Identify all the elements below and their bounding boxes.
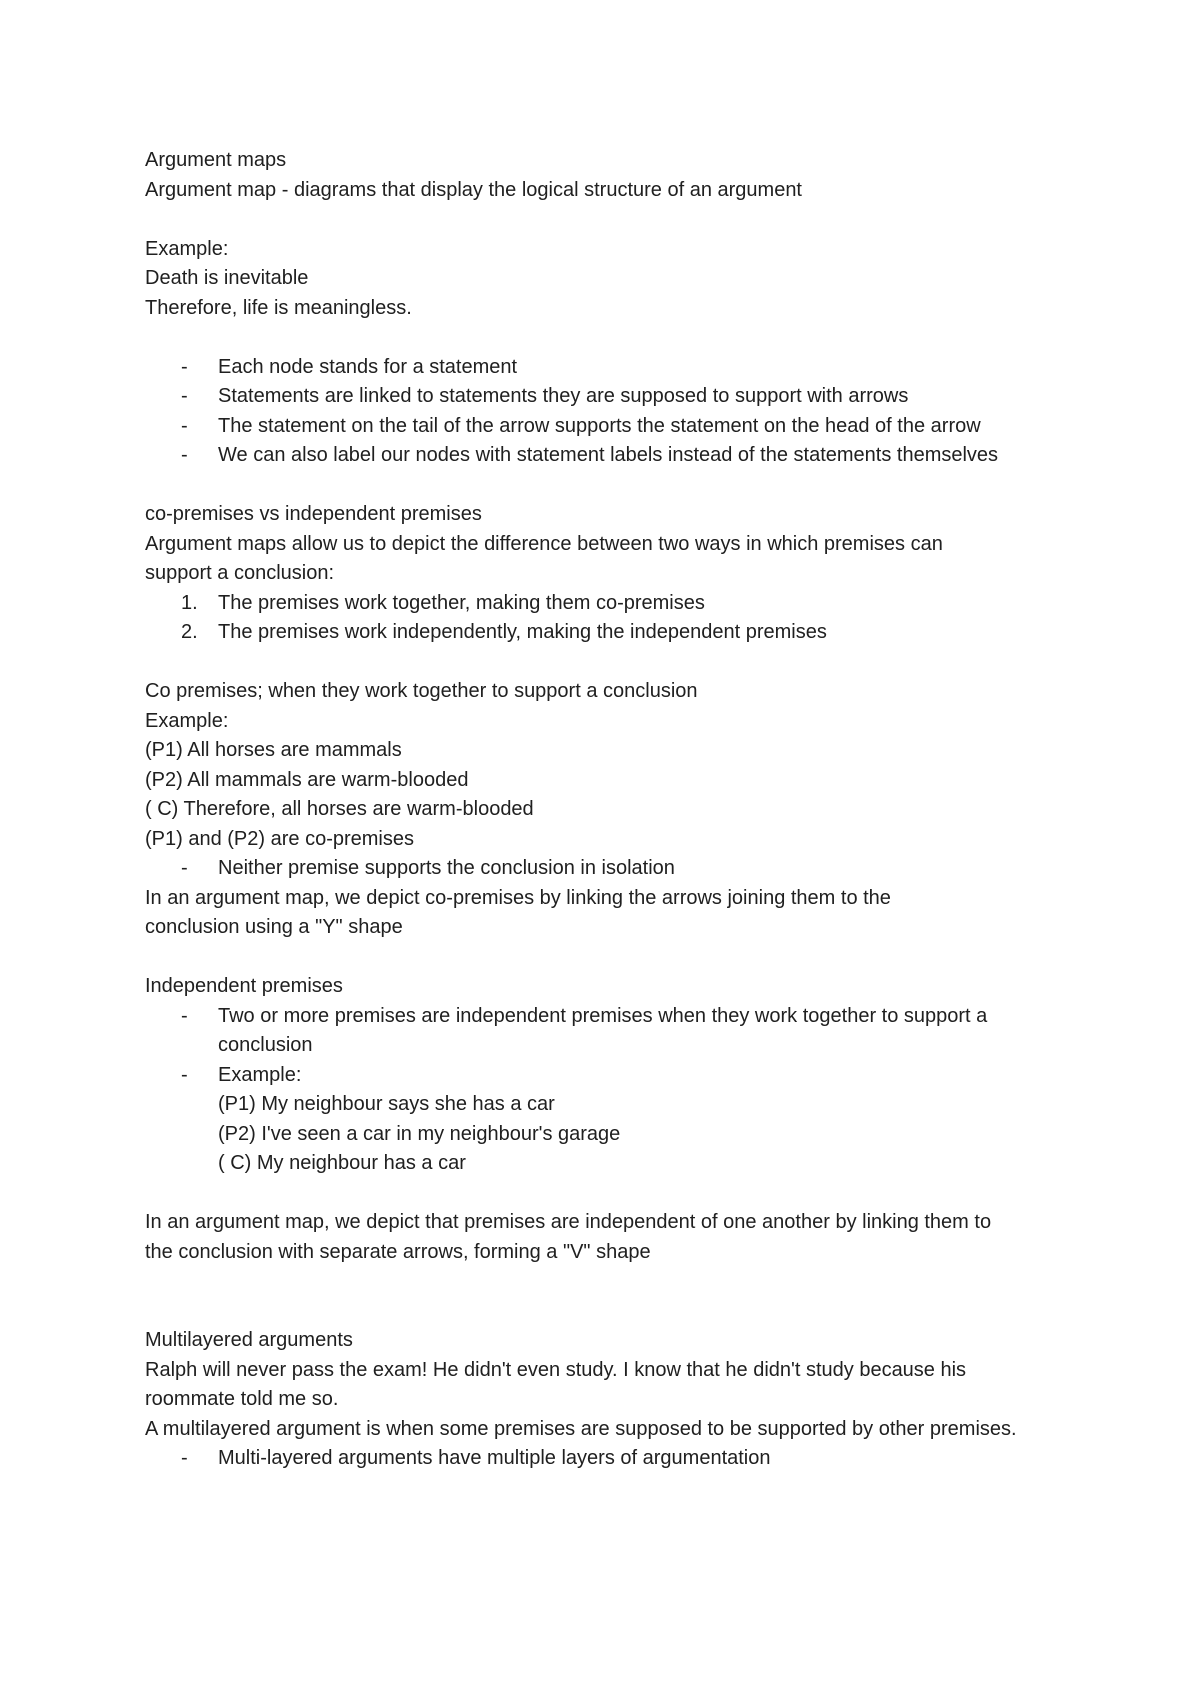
section-heading: Independent premises [145, 975, 343, 997]
premise-line: (P1) My neighbour says she has a car [218, 1093, 555, 1115]
list-item-text: The premises work independently, making the independent premises [218, 621, 827, 643]
number-marker: 1. [181, 591, 198, 614]
section-heading: co-premises vs independent premises [145, 503, 482, 525]
bullet-list [145, 854, 1085, 884]
list-item [145, 1002, 1018, 1061]
example-label: Example: [145, 237, 229, 260]
bullet-marker: - [181, 857, 188, 879]
paragraph: In an argument map, we depict co-premises by linking the arrows joining them to the conclusion using a "Y" shape [145, 886, 891, 938]
list-item [145, 382, 1078, 412]
spacer [145, 648, 1085, 678]
conclusion-line: ( C) My neighbour has a car [218, 1152, 466, 1174]
paragraph: A multilayered argument is when some premises are supposed to be supported by other premises. [145, 1417, 1017, 1440]
paragraph: In an argument map, we depict that premises are independent of one another by linking them to the conclusion with separate arrows, forming a "V" shape [145, 1211, 992, 1263]
list-item [145, 441, 1078, 471]
spacer [145, 205, 1085, 235]
list-item-text: Each node stands for a statement [218, 355, 518, 378]
paragraph: Argument maps allow us to depict the difference between two ways in which premises can support a conclusion: [145, 532, 943, 584]
note-line: (P1) and (P2) are co-premises [145, 827, 414, 850]
document-page [145, 146, 1085, 1474]
list-item-text: The premises work together, making them co-premises [218, 591, 705, 614]
list-item-text: Two or more premises are independent premises when they work together to support a conclusion [218, 1004, 988, 1056]
list-item [145, 1061, 1078, 1091]
list-item-text: Neither premise supports the conclusion in isolation [218, 857, 675, 879]
number-marker: 2. [181, 621, 198, 643]
list-item [145, 589, 1078, 619]
bullet-list [145, 1002, 1085, 1091]
bullet-list [145, 1444, 1085, 1474]
example-line: Therefore, life is meaningless. [145, 296, 412, 319]
list-item-text: Multi-layered arguments have multiple layers of argumentation [218, 1447, 771, 1469]
section-heading: Co premises; when they work together to support a conclusion [145, 680, 698, 702]
section-heading: Multilayered arguments [145, 1329, 353, 1351]
list-item [145, 353, 1078, 383]
premise-line: (P1) All horses are mammals [145, 739, 402, 761]
premise-line: (P2) All mammals are warm-blooded [145, 768, 469, 791]
list-item-text: We can also label our nodes with statement labels instead of the statements themselves [218, 444, 999, 466]
list-item-text: The statement on the tail of the arrow supports the statement on the head of the arrow [218, 414, 981, 437]
paragraph: Ralph will never pass the exam! He didn't even study. I know that he didn't study because his roommate told me so. [145, 1358, 967, 1410]
example-line: Death is inevitable [145, 267, 309, 289]
numbered-list [145, 589, 1085, 648]
list-item-text: Statements are linked to statements they are supposed to support with arrows [218, 385, 909, 407]
bullet-marker: - [181, 385, 188, 407]
bullet-marker: - [181, 1447, 188, 1469]
example-label: Example: [145, 709, 229, 732]
conclusion-line: ( C) Therefore, all horses are warm-blooded [145, 798, 534, 820]
list-item [145, 618, 1078, 648]
bullet-marker: - [181, 444, 188, 466]
premise-line: (P2) I've seen a car in my neighbour's garage [218, 1122, 621, 1145]
list-item-text: Example: [218, 1063, 302, 1086]
list-item [145, 854, 1078, 884]
bullet-marker: - [181, 1004, 188, 1027]
spacer [145, 1267, 1085, 1326]
doc-title: Argument maps [145, 149, 287, 171]
spacer [145, 1179, 1085, 1209]
bullet-list-nodes [145, 353, 1085, 471]
list-item [145, 412, 1078, 442]
list-item [145, 1444, 1078, 1474]
spacer [145, 471, 1085, 501]
bullet-marker: - [181, 414, 188, 437]
definition-line: Argument map - diagrams that display the logical structure of an argument [145, 178, 802, 201]
spacer [145, 323, 1085, 353]
bullet-marker: - [181, 355, 188, 378]
bullet-marker: - [181, 1063, 188, 1086]
spacer [145, 943, 1085, 973]
